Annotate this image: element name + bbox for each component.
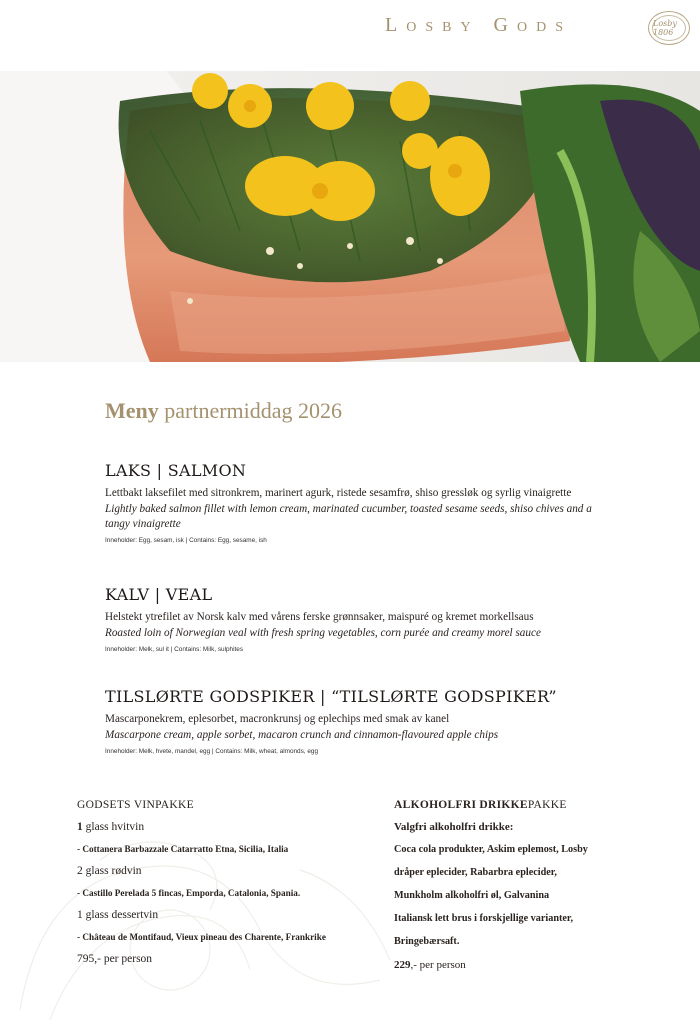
- course-salmon: [105, 461, 600, 544]
- course-title: KALV | VEAL: [105, 585, 213, 604]
- course-dessert: [105, 687, 600, 755]
- brand-logo-text: Losby 1806: [652, 15, 686, 41]
- course-allergens: Inneholder: Egg, sesam, isk | Contains: Egg, sesame, ish: [105, 537, 267, 544]
- wine-line: 1 glass dessertvin: [77, 909, 159, 921]
- wine-count: 1: [77, 821, 83, 833]
- course-veal: [105, 585, 600, 653]
- nonalcoholic-line: Coca cola produkter, Askim eplemost, Losby: [394, 844, 588, 855]
- course-allergens: Inneholder: Melk, sul it | Contains: Milk, sulphites: [105, 646, 244, 653]
- wine-package: [77, 799, 367, 976]
- hero-photo: [0, 71, 700, 362]
- nonalcoholic-line: Bringebærsaft.: [394, 936, 460, 947]
- menu-title: [105, 398, 342, 424]
- nonalcoholic-line: dråper eplecider, Rabarbra eplecider,: [394, 867, 557, 878]
- course-description-no: Helstekt ytrefilet av Norsk kalv med vårens ferske grønnsaker, maispuré og kremet morkellsaus: [105, 611, 534, 623]
- menu-title-bold: Meny: [105, 398, 159, 423]
- nonalcoholic-price-bold: 229: [394, 959, 411, 971]
- wine-line: 2 glass rødvin: [77, 865, 142, 877]
- nonalcoholic-heading-bold: ALKOHOLFRI DRIKKE: [394, 799, 528, 811]
- nonalcoholic-price: [394, 959, 654, 971]
- course-title: LAKS | SALMON: [105, 461, 247, 480]
- wine-type: glass hvitvin: [82, 821, 145, 833]
- wine-price: 795,- per person: [77, 953, 153, 965]
- nonalcoholic-heading: [394, 799, 654, 811]
- course-description-no: Mascarponekrem, eplesorbet, macronkrunsj og eplechips med smak av kanel: [105, 713, 450, 725]
- brand-name: Losby Gods: [385, 14, 573, 36]
- course-description-en: Lightly baked salmon fillet with lemon cream, marinated cucumber, toasted sesame seeds, shiso chives and a tangy vinaigrette: [105, 503, 592, 530]
- wine-line: - Cottanera Barbazzale Catarratto Etna, Sicilia, Italia: [77, 844, 289, 854]
- nonalcoholic-heading-rest: PAKKE: [527, 799, 567, 811]
- nonalcoholic-package: [394, 799, 654, 982]
- brand-logo: [648, 11, 690, 45]
- course-title: TILSLØRTE GODSPIKER | “TILSLØRTE GODSPIKER”: [105, 687, 557, 706]
- menu-title-rest: partnermiddag 2026: [158, 398, 343, 423]
- wine-line: - Château de Montifaud, Vieux pineau des Charente, Frankrike: [77, 932, 326, 942]
- course-description-en: Mascarpone cream, apple sorbet, macaron crunch and cinnamon-flavoured apple chips: [105, 729, 499, 741]
- nonalcoholic-subtitle: Valgfri alkoholfri drikke:: [394, 821, 514, 833]
- wine-line: [77, 821, 367, 833]
- nonalcoholic-line: Italiansk lett brus i forskjellige varianter,: [394, 913, 574, 924]
- wine-line: - Castillo Perelada 5 fincas, Emporda, Catalonia, Spania.: [77, 888, 301, 898]
- course-description-no: Lettbakt laksefilet med sitronkrem, marinert agurk, ristede sesamfrø, shiso gressløk og syrlig vinaigrette: [105, 487, 572, 499]
- wine-package-heading: GODSETS VINPAKKE: [77, 799, 194, 811]
- course-allergens: Inneholder: Melk, hvete, mandel, egg | Contains: Milk, wheat, almonds, egg: [105, 748, 319, 755]
- course-description-en: Roasted loin of Norwegian veal with fresh spring vegetables, corn purée and creamy morel sauce: [105, 627, 541, 639]
- nonalcoholic-price-rest: ,- per person: [410, 959, 466, 971]
- nonalcoholic-line: Munkholm alkoholfri øl, Galvanina: [394, 890, 550, 901]
